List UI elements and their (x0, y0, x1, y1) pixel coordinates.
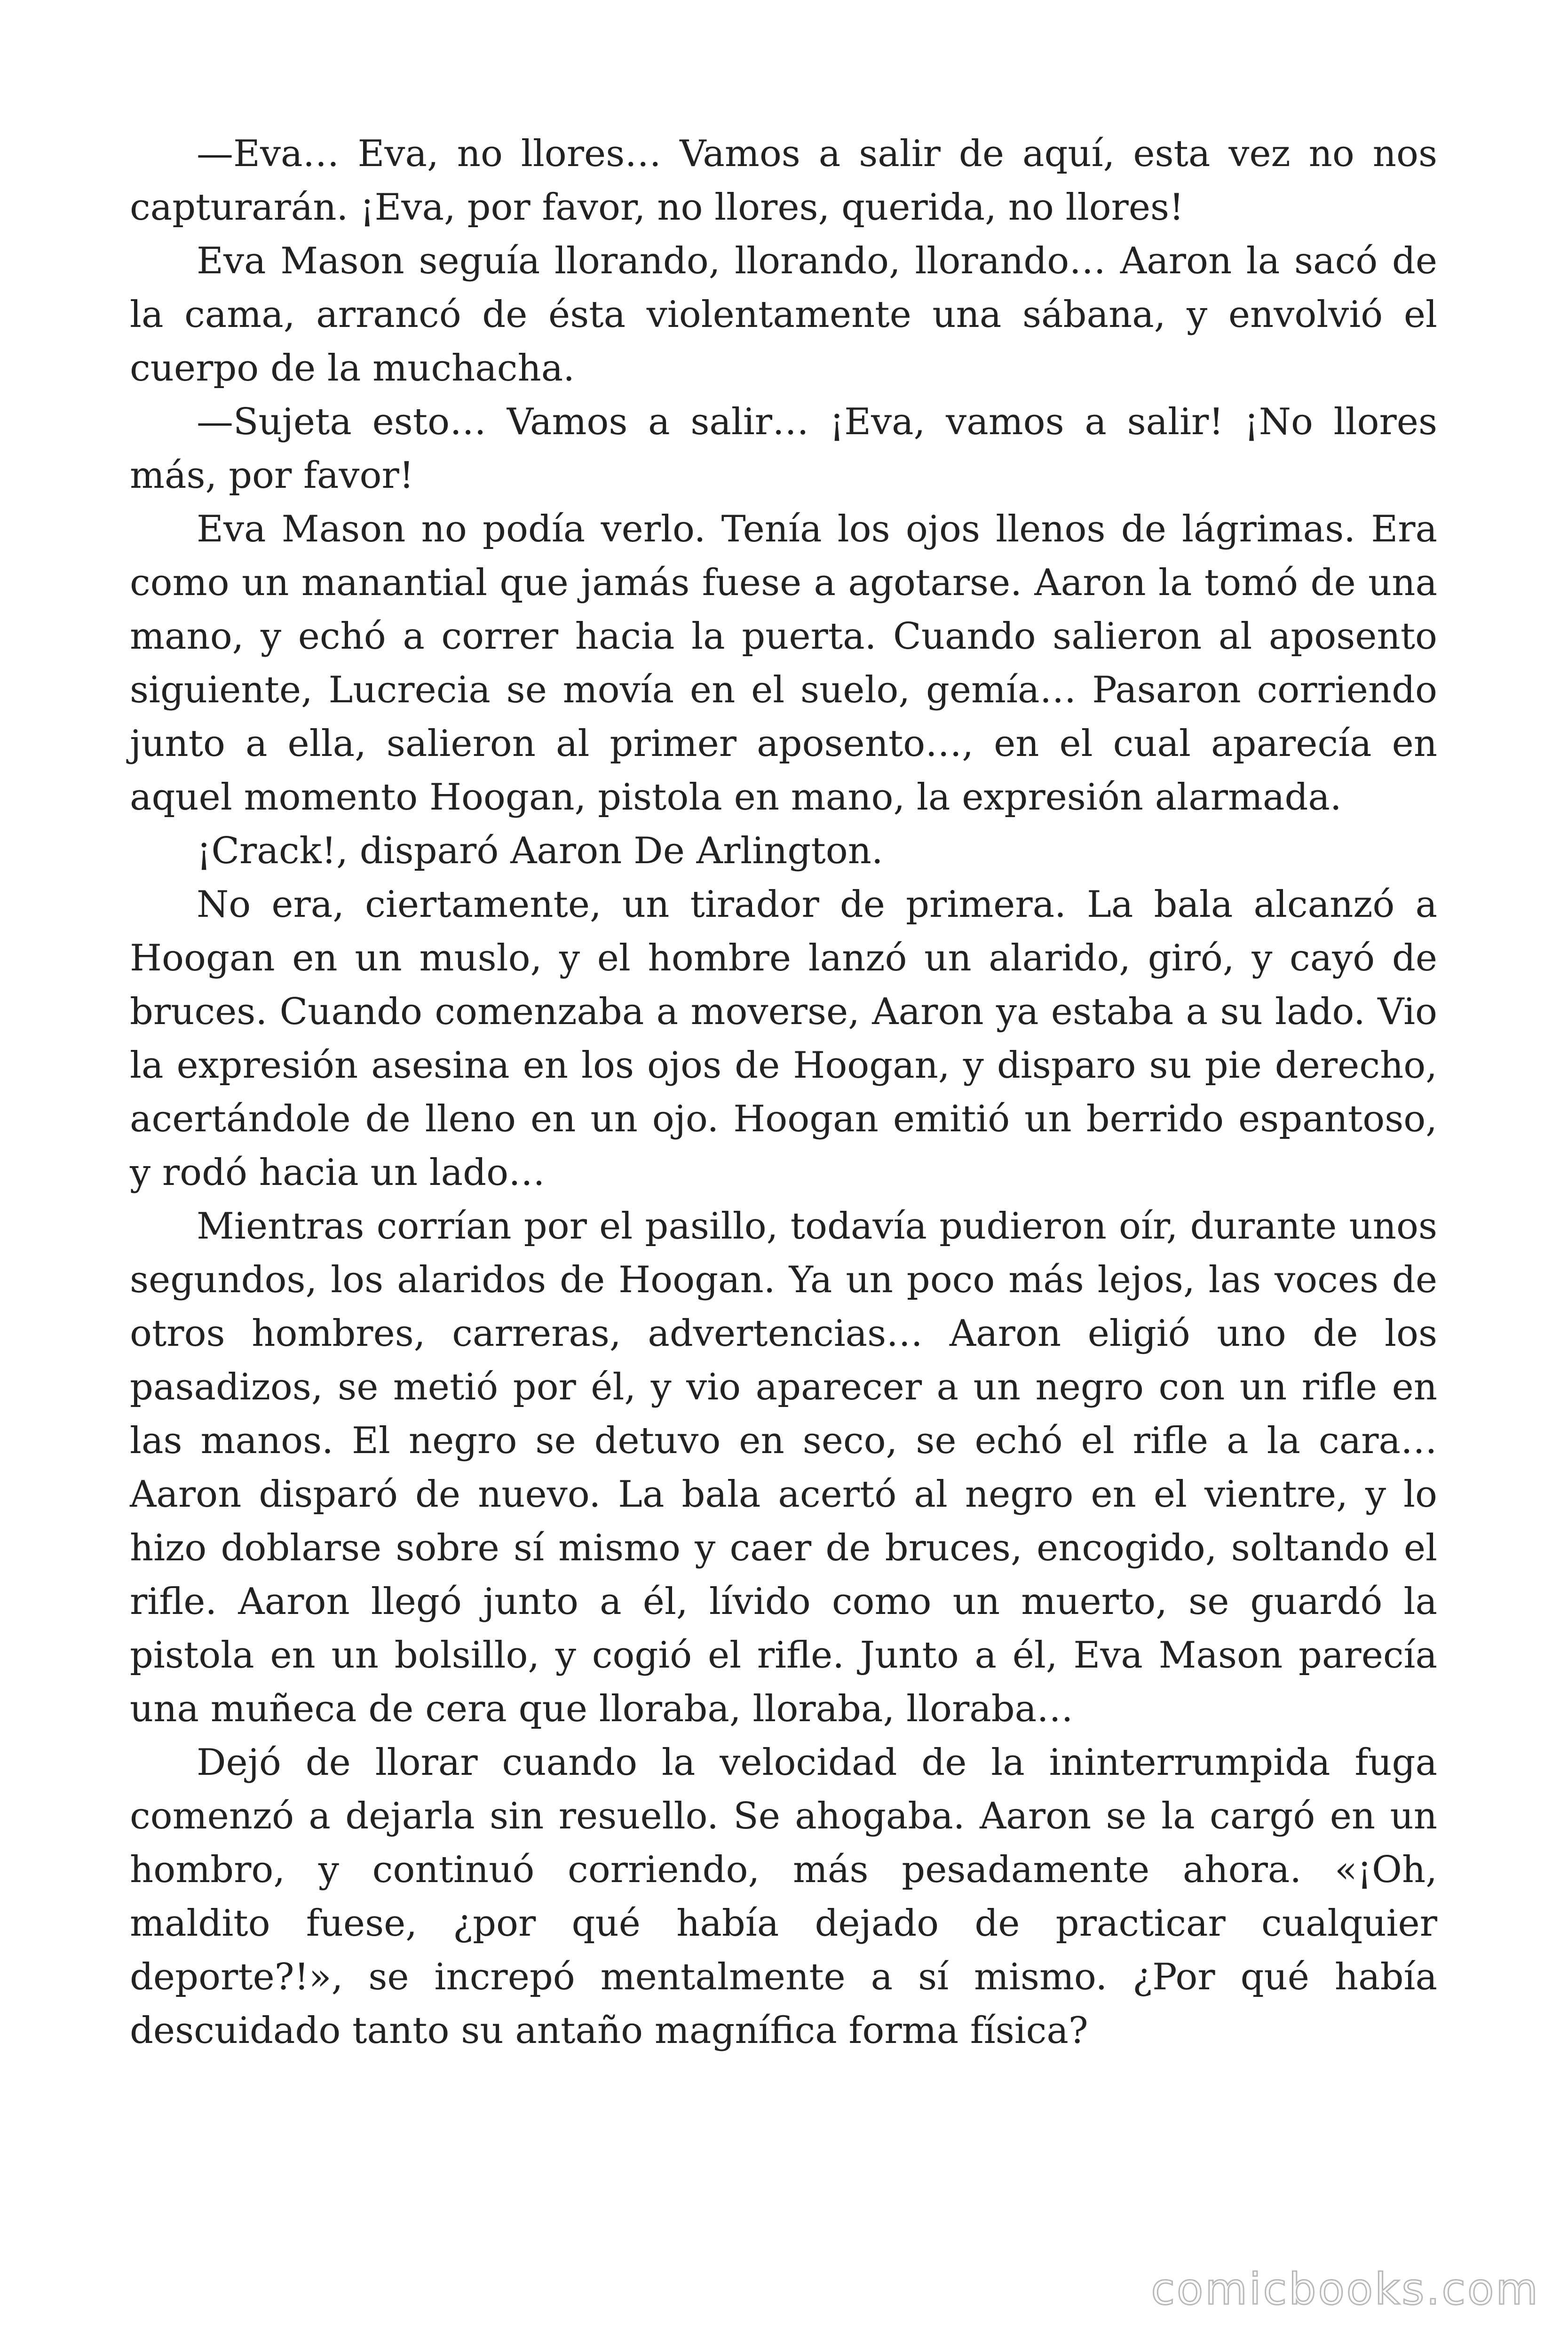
paragraph: Mientras corrían por el pasillo, todavía pudieron oír, durante unos segundos, los alaridos de Hoogan. Ya un poco más lejos, las voces de otros hombres, carreras, advertencias… Aaron eligió uno de los pasadizos, se metió por él, y vio aparecer a un negro con un rifle en las manos. El negro se detuvo en seco, se echó el rifle a la cara… Aaron disparó de nuevo. La bala acertó al negro en el vientre, y lo hizo doblarse sobre sí mismo y caer de bruces, encogido, soltando el rifle. Aaron llegó junto a él, lívido como un muerto, se guardó la pistola en un bolsillo, y cogió el rifle. Junto a él, Eva Mason parecía una muñeca de cera que lloraba, lloraba, lloraba… (130, 1205, 1437, 1730)
paragraph: Eva Mason no podía verlo. Tenía los ojos llenos de lágrimas. Era como un manantial que jamás fuese a agotarse. Aaron la tomó de una mano, y echó a correr hacia la puerta. Cuando salieron al aposento siguiente, Lucrecia se movía en el suelo, gemía… Pasaron corriendo junto a ella, salieron al primer aposento…, en el cual aparecía en aquel momento Hoogan, pistola en mano, la expresión alarmada. (130, 508, 1437, 818)
paragraph: —Eva… Eva, no llores… Vamos a salir de aquí, esta vez no nos capturarán. ¡Eva, por favor, no llores, querida, no llores! (130, 133, 1437, 229)
watermark: comicbooks.com (1151, 2264, 1540, 2314)
paragraph: —Sujeta esto… Vamos a salir… ¡Eva, vamos a salir! ¡No llores más, por favor! (130, 401, 1437, 497)
document-body (130, 127, 1437, 2058)
paragraph: ¡Crack!, disparó Aaron De Arlington. (197, 830, 883, 872)
paragraph: Eva Mason seguía llorando, llorando, llorando… Aaron la sacó de la cama, arrancó de ésta violentamente una sábana, y envolvió el cuerpo de la muchacha. (130, 240, 1437, 389)
paragraph: Dejó de llorar cuando la velocidad de la ininterrumpida fuga comenzó a dejarla sin resuello. Se ahogaba. Aaron se la cargó en un hombro, y continuó corriendo, más pesadamente ahora. «¡Oh, maldito fuese, ¿por qué había dejado de practicar cualquier deporte?!», se increpó mentalmente a sí mismo. ¿Por qué había descuidado tanto su antaño magnífica forma física? (130, 1741, 1437, 2052)
paragraph: No era, ciertamente, un tirador de primera. La bala alcanzó a Hoogan en un muslo, y el hombre lanzó un alarido, giró, y cayó de bruces. Cuando comenzaba a moverse, Aaron ya estaba a su lado. Vio la expresión asesina en los ojos de Hoogan, y disparo su pie derecho, acertándole de lleno en un ojo. Hoogan emitió un berrido espantoso, y rodó hacia un lado… (130, 883, 1437, 1194)
